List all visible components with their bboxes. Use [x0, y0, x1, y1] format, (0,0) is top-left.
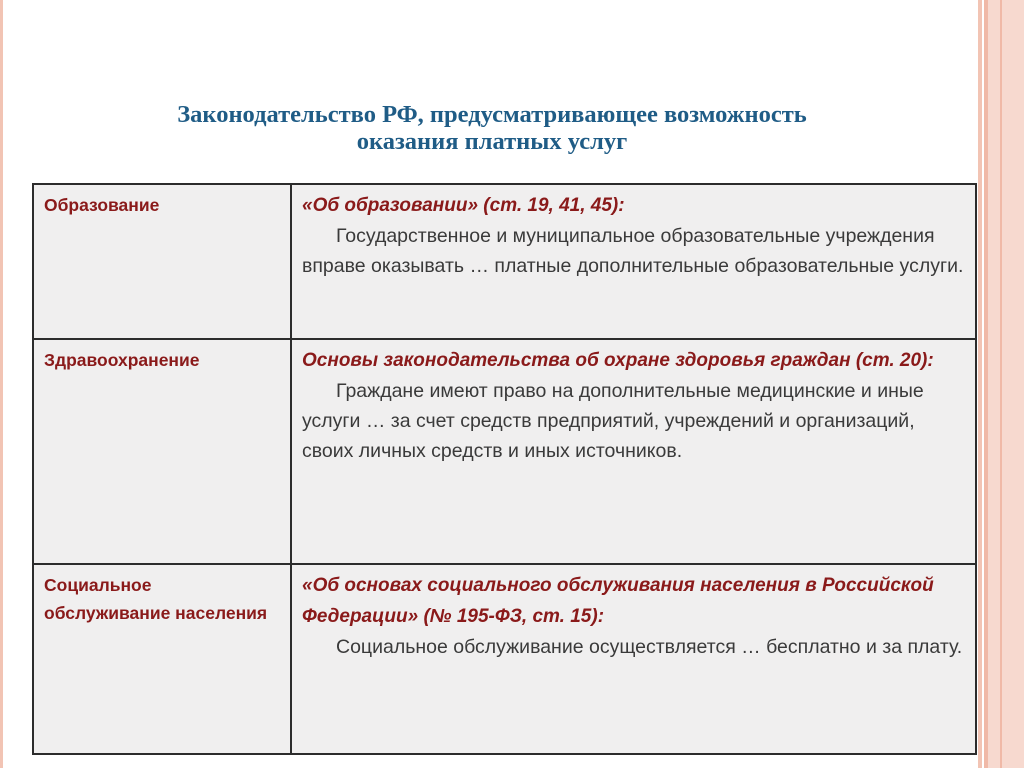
category-cell: Социальное обслуживание населения: [33, 564, 291, 754]
law-title: «Об образовании» (ст. 19, 41, 45):: [302, 195, 625, 216]
slide-frame-right: [978, 0, 1024, 768]
law-cell: [291, 339, 976, 564]
law-title: Основы законодательства об охране здоровья граждан (ст. 20):: [302, 350, 934, 371]
table-row-education: [33, 184, 976, 339]
law-title: «Об основах социального обслуживания населения в Российской Федерации» (№ 195-ФЗ, ст. 15):: [302, 575, 934, 627]
slide-title: [40, 101, 944, 155]
category-cell: Образование: [33, 184, 291, 339]
frame-stripe: [1000, 0, 1002, 768]
law-text: Граждане имеют право на дополнительные медицинские и иные услуги … за счет средств предприятий, учреждений и организаций, своих личных средств и иных источников.: [302, 380, 924, 462]
slide-title-line-1: Законодательство РФ, предусматривающее возможность: [177, 101, 807, 128]
law-cell: [291, 184, 976, 339]
legislation-table: [32, 183, 977, 755]
law-cell: [291, 564, 976, 754]
table-row-social-services: [33, 564, 976, 754]
table-row-healthcare: [33, 339, 976, 564]
frame-stripe: [988, 0, 1024, 768]
category-cell: Здравоохранение: [33, 339, 291, 564]
law-text: Социальное обслуживание осуществляется … бесплатно и за плату.: [336, 636, 963, 658]
slide-frame-left: [0, 0, 3, 768]
law-text: Государственное и муниципальное образовательные учреждения вправе оказывать … платные дополнительные образовательные услуги.: [302, 225, 964, 277]
slide-title-line-2: оказания платных услуг: [356, 128, 628, 155]
